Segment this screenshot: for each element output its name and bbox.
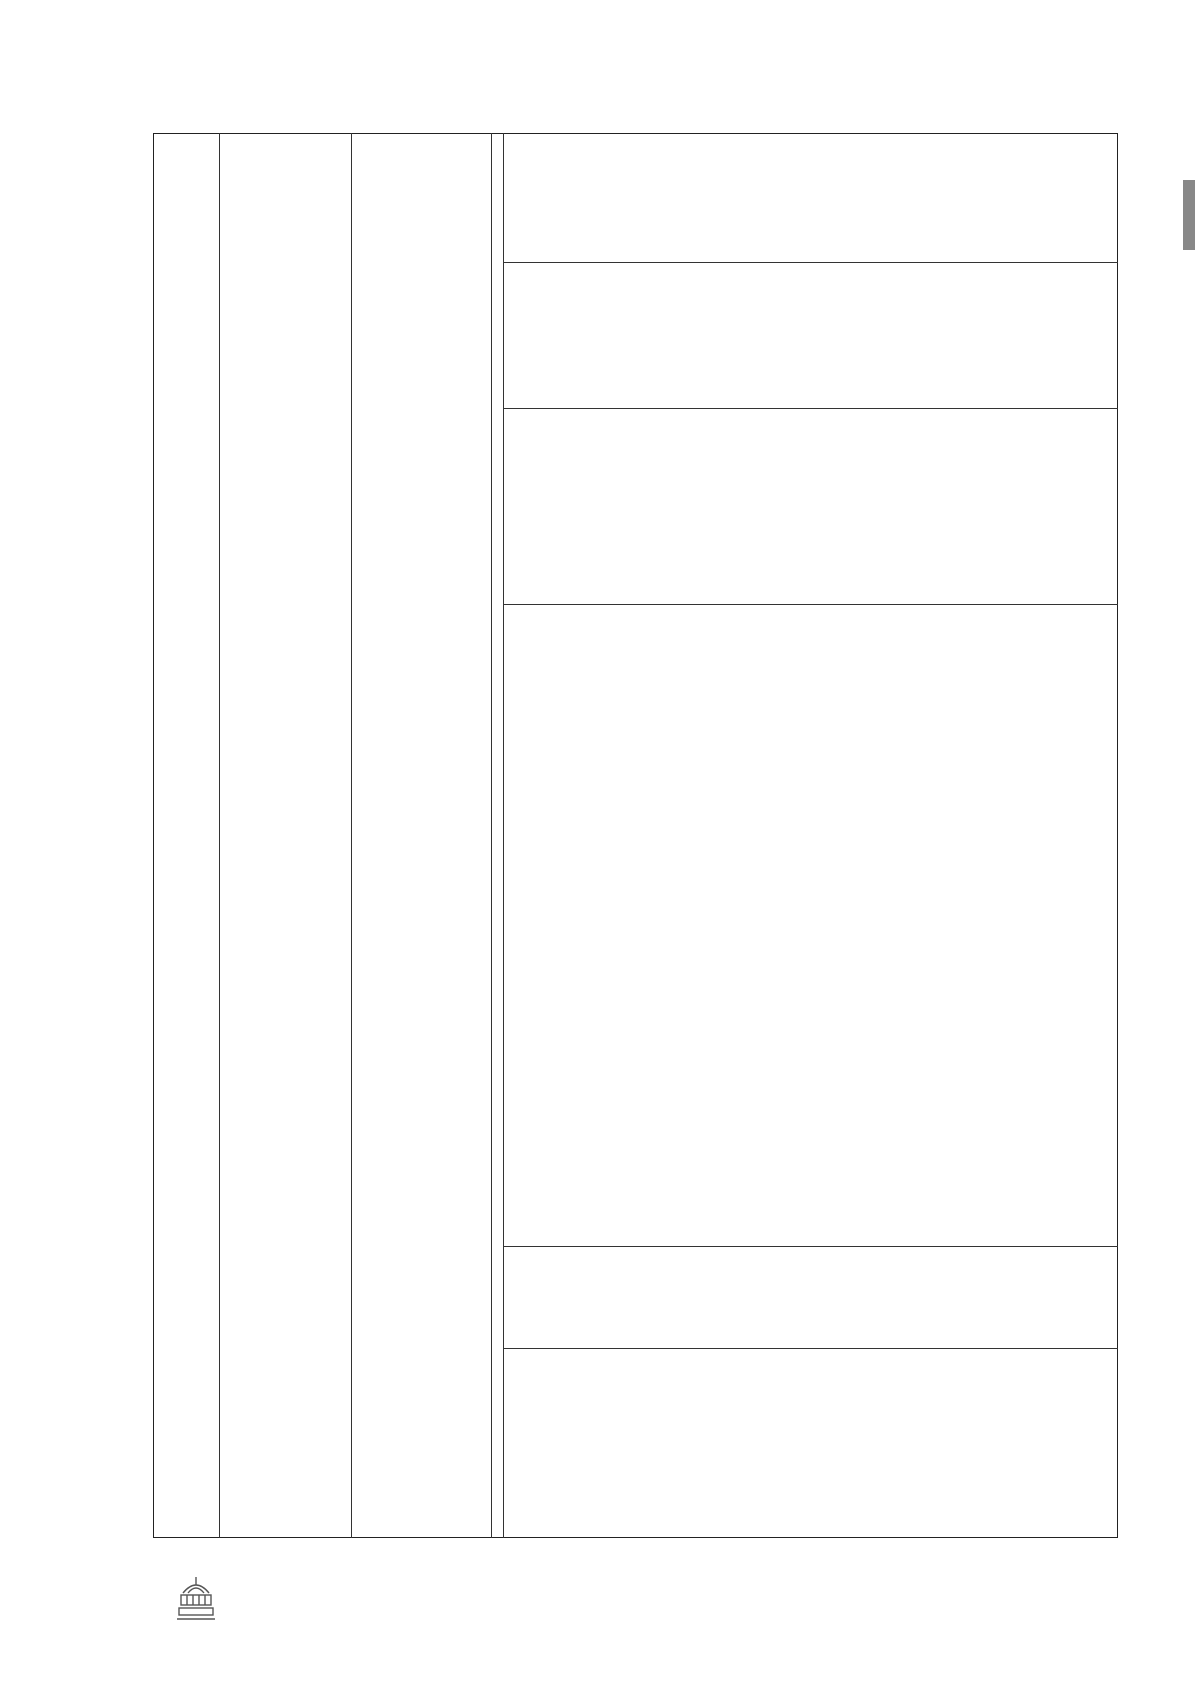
boundary-description-992 — [503, 1348, 1118, 1538]
scan-margin-mark — [1183, 180, 1195, 250]
boundary-description-968 — [503, 604, 1118, 1246]
column-divider — [491, 133, 492, 1538]
column-divider — [351, 133, 352, 1538]
boundary-description-960 — [503, 262, 1118, 408]
boundary-description-991 — [503, 1246, 1118, 1348]
boundary-description-963 — [503, 408, 1118, 604]
column-divider — [219, 133, 220, 1538]
emblem-stamp-icon — [175, 1573, 217, 1625]
